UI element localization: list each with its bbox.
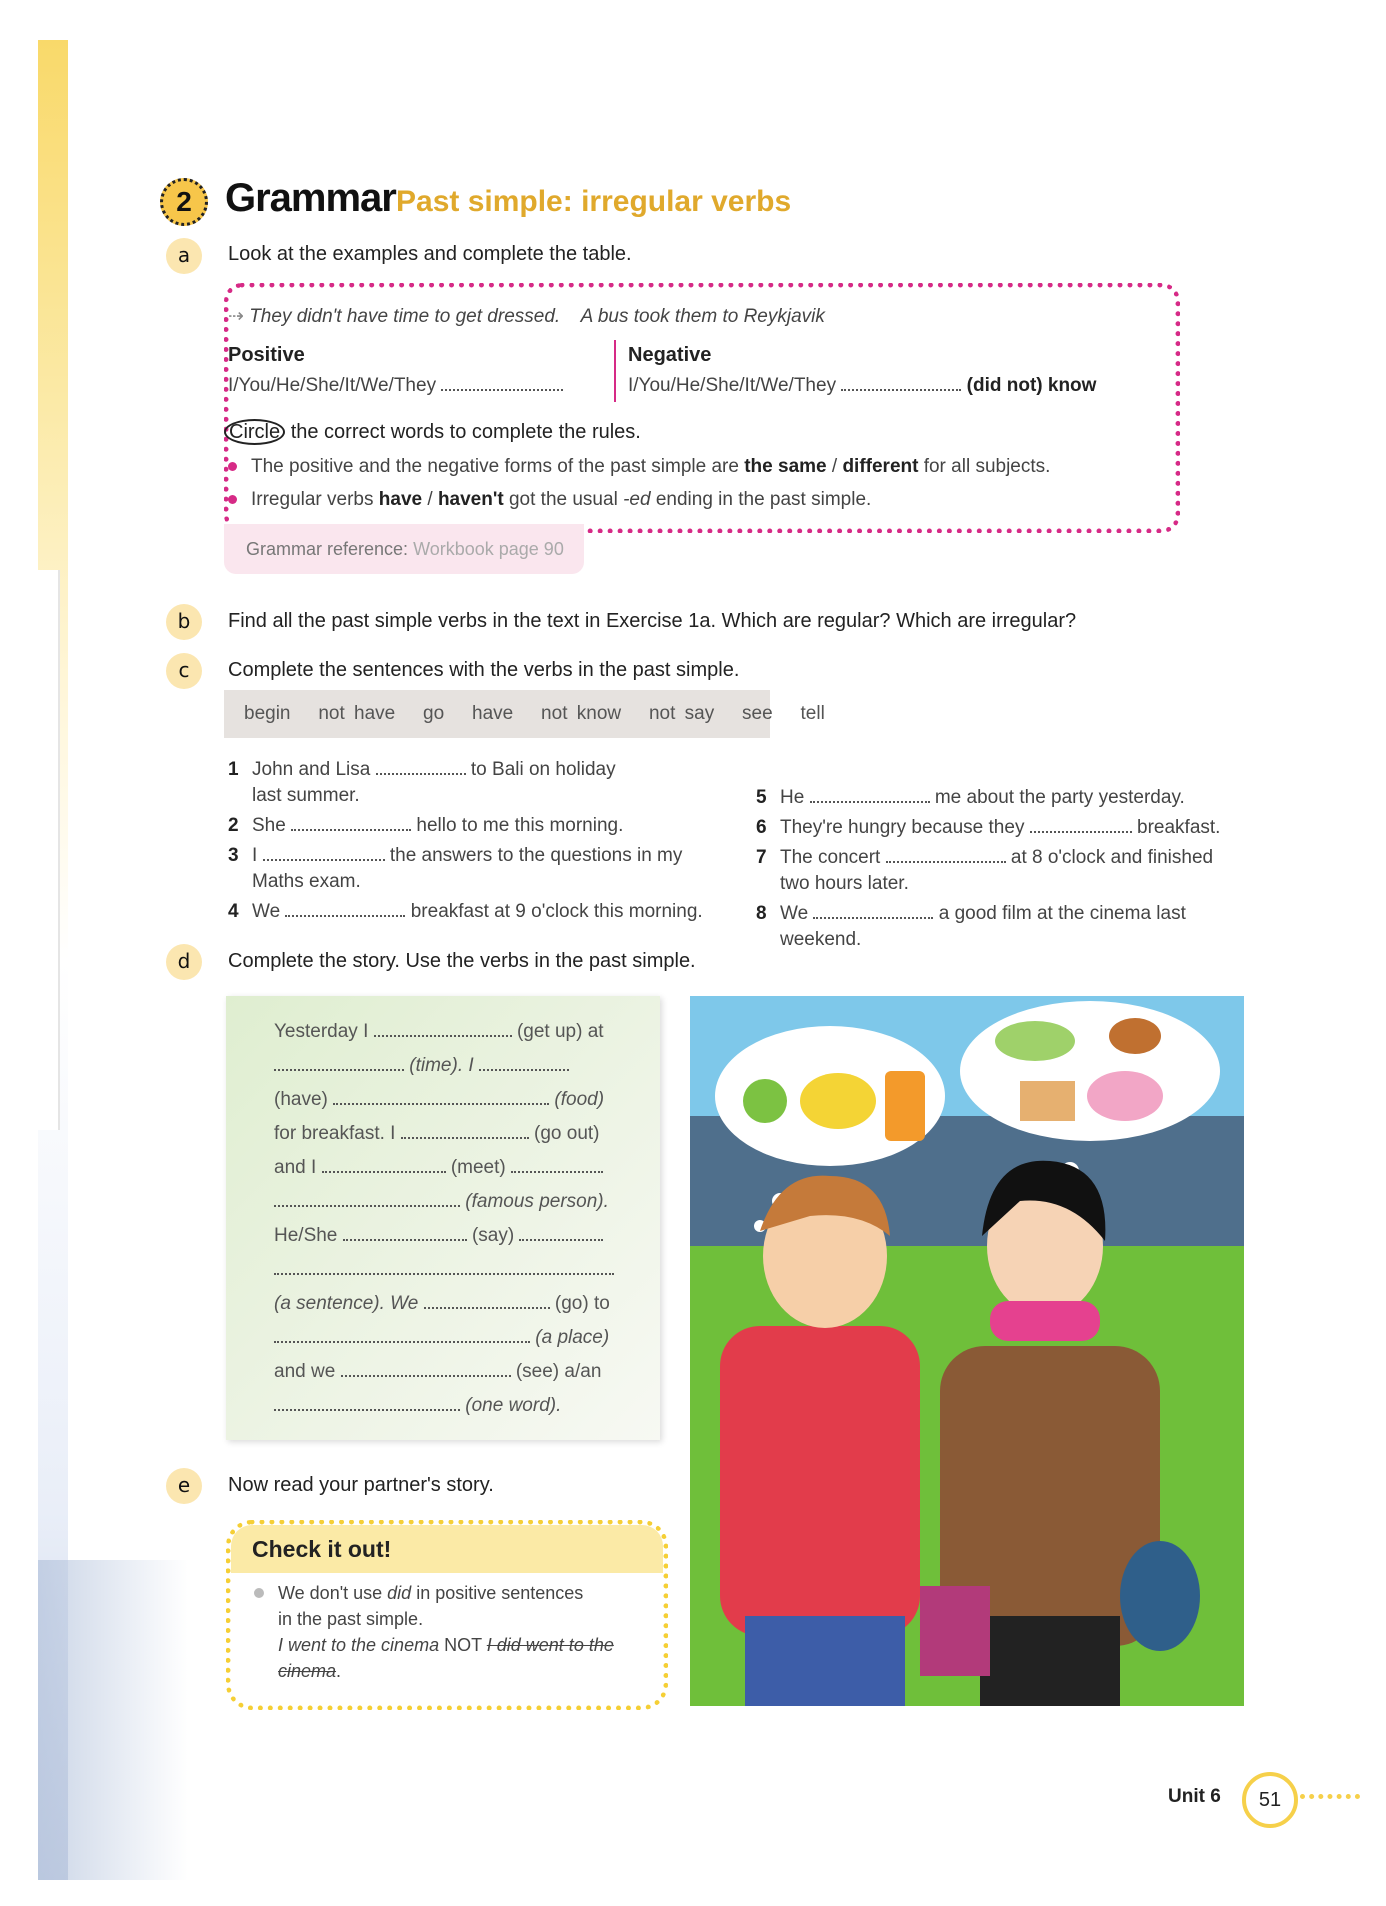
check-it-out-body: We don't use did in positive sentences in the past simple. I went to the cinema NOT I did went to the cinema. (278, 1580, 618, 1684)
arrow-icon: ⇢ (228, 306, 250, 327)
exercise-c-badge: c (166, 653, 202, 689)
answer-blank[interactable] (401, 1121, 529, 1139)
sentence-8: 8 We a good film at the cinema last weekend. (756, 903, 1186, 950)
table-divider (614, 340, 616, 402)
answer-blank[interactable] (511, 1155, 603, 1173)
option-the-same[interactable]: the same (744, 456, 827, 477)
bullet-icon (228, 462, 237, 471)
answer-blank[interactable] (274, 1325, 530, 1343)
book (920, 1586, 990, 1676)
bullet-icon (228, 495, 237, 504)
answer-blank[interactable] (263, 843, 385, 861)
answer-blank[interactable] (322, 1155, 446, 1173)
section-title: Grammar (225, 176, 396, 220)
answer-blank[interactable] (441, 373, 563, 391)
answer-blank[interactable] (519, 1223, 603, 1241)
answer-blank[interactable] (274, 1393, 460, 1411)
section-number-badge: 2 (160, 178, 208, 226)
boy-hoodie (720, 1326, 920, 1636)
exercise-d-instruction: Complete the story. Use the verbs in the past simple. (228, 950, 696, 972)
exercise-e-instruction: Now read your partner's story. (228, 1474, 494, 1496)
answer-blank[interactable] (343, 1223, 467, 1241)
answer-blank[interactable] (1030, 815, 1132, 833)
exercise-b-instruction: Find all the past simple verbs in the text in Exercise 1a. Which are regular? Which are irregular? (228, 610, 1077, 632)
exercise-a-badge: a (166, 238, 202, 274)
answer-blank[interactable] (285, 899, 405, 917)
sentence-5: 5 He me about the party yesterday. (756, 787, 1185, 808)
boy-jeans (745, 1616, 905, 1706)
negative-row: I/You/He/She/It/We/They (did not) know (628, 375, 1097, 396)
girl-scarf (990, 1301, 1100, 1341)
girl-bag (1120, 1541, 1200, 1651)
answer-blank[interactable] (810, 785, 930, 803)
section-subtitle: Past simple: irregular verbs (396, 185, 792, 218)
sentence-7: 7 The concert at 8 o'clock and finished two hours later. (756, 847, 1214, 894)
page-number: 51 (1242, 1772, 1298, 1828)
answer-blank[interactable] (376, 757, 466, 775)
answer-blank[interactable] (274, 1189, 460, 1207)
bullet-icon (254, 1588, 264, 1598)
answer-blank[interactable] (479, 1053, 569, 1071)
option-different[interactable]: different (842, 456, 919, 477)
page-dots-decoration (1300, 1794, 1360, 1805)
exercise-a-instruction: Look at the examples and complete the table. (228, 243, 632, 265)
answer-blank[interactable] (274, 1257, 614, 1275)
option-havent[interactable]: haven't (437, 489, 504, 510)
answer-blank[interactable] (291, 813, 411, 831)
toast-icon (1020, 1081, 1075, 1121)
rule-1: The positive and the negative forms of the past simple are the same / different for all subjects. (228, 456, 1050, 478)
answer-blank[interactable] (841, 373, 961, 391)
grammar-reference[interactable]: Grammar reference: Workbook page 90 (224, 524, 584, 574)
answer-blank[interactable] (886, 845, 1006, 863)
sentence-1: 1 John and Lisa to Bali on holiday last summer. (228, 759, 616, 806)
apple-icon (743, 1079, 787, 1123)
rule-2: Irregular verbs have / haven't got the usual -ed ending in the past simple. (228, 489, 871, 511)
answer-blank[interactable] (341, 1359, 511, 1377)
eggs-plate-icon (995, 1021, 1075, 1061)
answer-blank[interactable] (333, 1087, 549, 1105)
croissant-icon (1109, 1018, 1161, 1054)
circle-instruction: Circle the correct words to complete the rules. (224, 421, 641, 444)
verb-box: begin not have go have not know not say see tell (224, 690, 770, 738)
exercise-d-badge: d (166, 944, 202, 980)
negative-heading: Negative (628, 344, 712, 366)
sentence-2: 2 She hello to me this morning. (228, 815, 624, 836)
left-margin-panel (38, 570, 60, 1130)
circle-word: Circle (224, 419, 285, 445)
check-it-out-title: Check it out! (252, 1536, 392, 1562)
sentence-6: 6 They're hungry because they breakfast. (756, 817, 1221, 838)
answer-blank[interactable] (813, 901, 933, 919)
sentence-4: 4 We breakfast at 9 o'clock this morning. (228, 901, 703, 922)
exercise-b-badge: b (166, 604, 202, 640)
option-have[interactable]: have (378, 489, 423, 510)
positive-heading: Positive (228, 344, 305, 366)
answer-blank[interactable] (424, 1291, 550, 1309)
positive-row: I/You/He/She/It/We/They (228, 373, 563, 397)
cereal-bowl-icon (800, 1073, 876, 1129)
exercise-c-instruction: Complete the sentences with the verbs in the past simple. (228, 659, 740, 681)
left-photo-fade (38, 1560, 188, 1880)
answer-blank[interactable] (374, 1019, 512, 1037)
sentence-3: 3 I the answers to the questions in my Maths exam. (228, 845, 683, 892)
illustration-two-teens (690, 996, 1244, 1706)
answer-blank[interactable] (274, 1053, 404, 1071)
unit-label: Unit 6 (1168, 1786, 1221, 1807)
grammar-examples: ⇢ They didn't have time to get dressed. A bus took them to Reykjavik (228, 306, 825, 327)
girl-leggings (980, 1616, 1120, 1706)
juice-glass-icon (885, 1071, 925, 1141)
exercise-e-badge: e (166, 1468, 202, 1504)
story-text: Yesterday I (get up) at (time). I (have) (food) for breakfast. I (go out) and I (meet) (famous person). He/She (say) (a sentence). We (go) to (a place) and we (see) a/an (one word). (274, 1015, 624, 1423)
cup-icon (1087, 1071, 1163, 1121)
thought-bubble-right (960, 1001, 1220, 1141)
